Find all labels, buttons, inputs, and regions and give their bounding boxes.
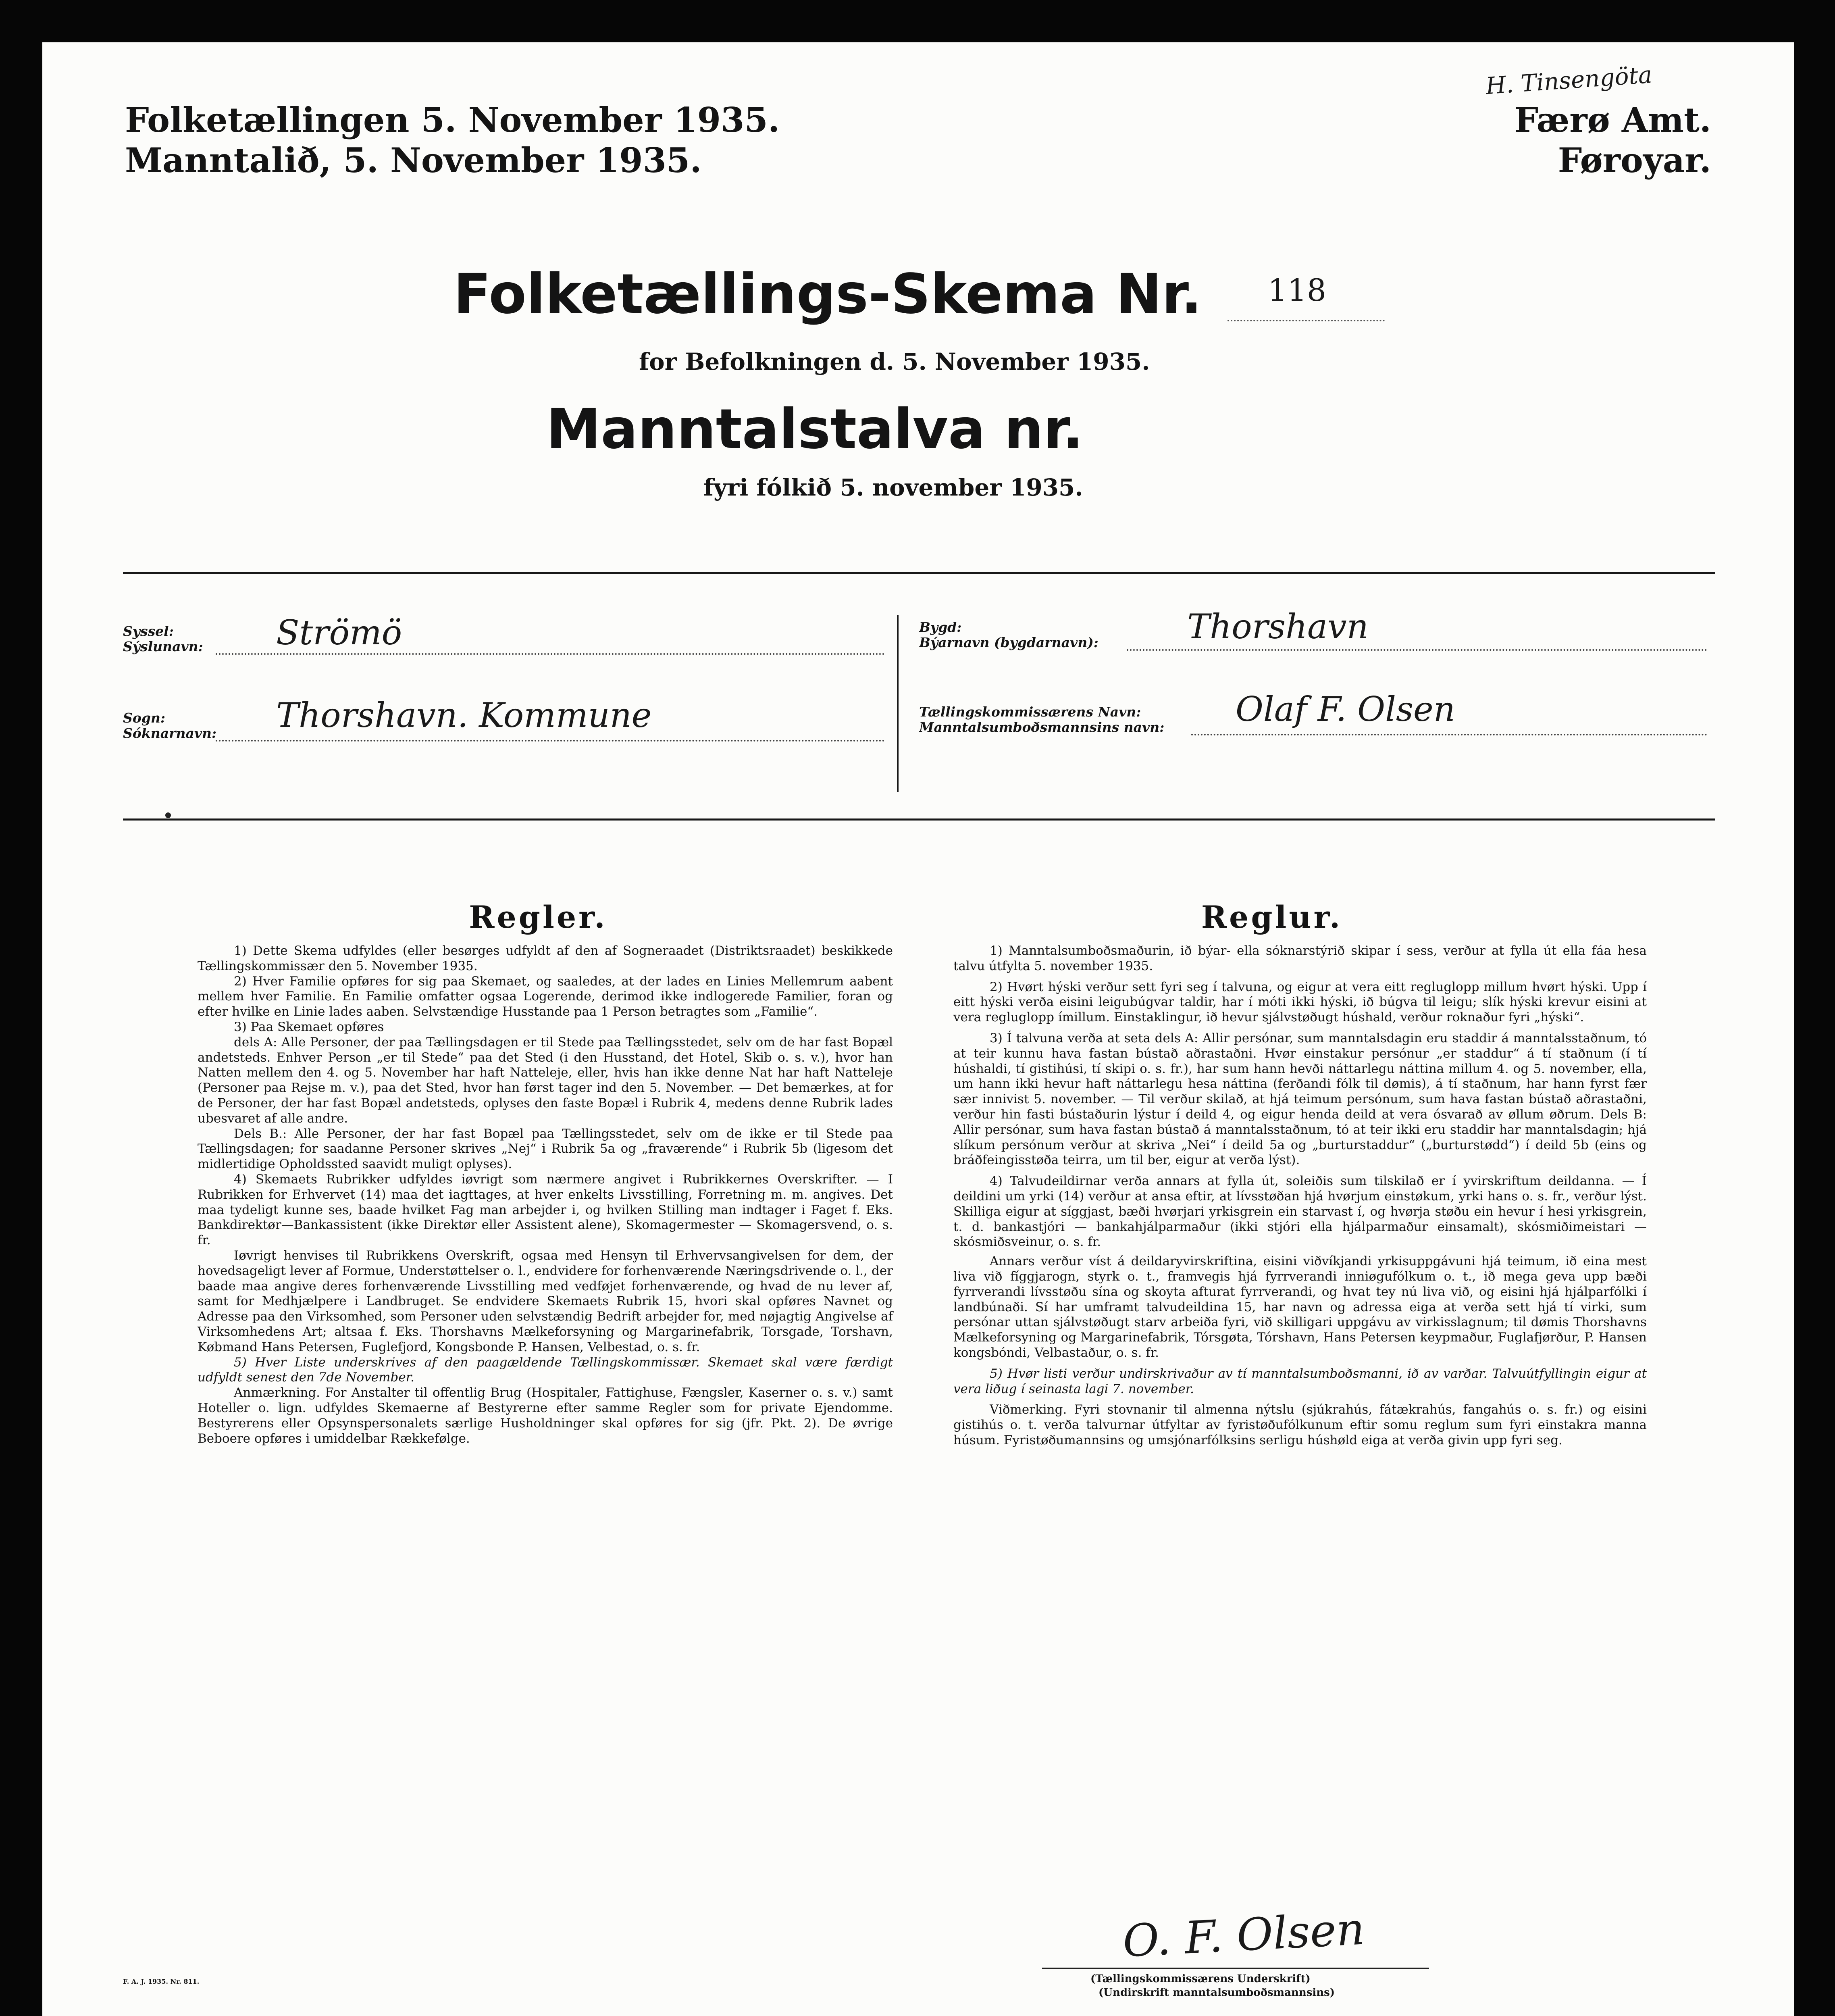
regler-title: Regler. xyxy=(469,899,608,935)
regler-p2: 2) Hver Familie opføres for sig paa Skemaet, og saaledes, at der lades en Linies Mellemrum aabent mellem hver Familie. En Familie omfatter ogsaa Logerende, derimod ikke indlogerede Familier, foran og efter hvilke en Linie lades aaben. Selvstændige Husstande paa 1 Person betragtes som „Familie“. xyxy=(198,974,893,1019)
kommissaer-label: Tællingskommissærens Navn: xyxy=(919,704,1141,720)
bygd-dotline xyxy=(1127,649,1707,651)
regler-p3: 3) Paa Skemaet opføres xyxy=(234,1019,384,1034)
reglur-p6: Viðmerking. Fyri stovnanir til almenna nýtslu (sjúkrahús, fátækrahús, fangahús o. s. fr.) og eisini gistihús o. t. verða talvurnar útfyltar av fyristøðufólkunum eftir somu reglum sum fyri einstakra manna húsum. Fyristøðumannsins og umsjónarfólksins serligu húshøld eiga at verða givin upp fyri seg. xyxy=(953,1402,1647,1447)
syssel-value: Strömö xyxy=(276,613,402,652)
sogn-value: Thorshavn. Kommune xyxy=(276,696,652,735)
regler-column xyxy=(198,943,893,1446)
syssel-dotline xyxy=(216,653,885,655)
bygd-value: Thorshavn xyxy=(1187,607,1369,646)
signature-caption-fo: (Undirskrift manntalsumboðsmannsins) xyxy=(1099,1987,1335,1999)
bottom-rule xyxy=(123,818,1715,821)
reglur-p3: 3) Í talvuna verða at seta dels A: Allir persónar, sum manntalsdagin eru staddir á manntalsstaðnum, tó at teir kunnu hava fastan bústað aðrastaðni. Hvør einstakur persónur „er staddur“ á tí staðnum (í tí húshaldi, tí gistihúsi, tí skipi o. s. fr.), har sum hann hevði náttarlegu náttina millum 4. og 5. november, ella, um hann ikki hevur haft náttarlegu hesa náttina (ferðandi fólk til dømis), á tí staðnum, har hann fyrst fær sær innivist 5. november. — Til verður skilað, at hjá teimum persónum, sum hava fastan bústað aðrastaðni, verður hin fasti bústaðurin lýstur í deild 4, og eigur henda deild at vera ósvarað av øllum øðrum. Dels B: Allir persónar, sum hava fastan bústað á manntalsstaðnum, tó at teir ikki eru staddir har manntalsdagin; hjá slíkum persónum verður at skriva „Nei“ í deild 5a og „burturstaddur“ („burturstødd“) í deild 5b (eins og bráðfeingisstøða teirra, um til ber, eigur at verða lýst). xyxy=(953,1031,1647,1168)
syssel-label: Syssel: xyxy=(123,623,174,639)
header-right-line2: Føroyar. xyxy=(1558,140,1711,180)
umbodsmadur-label: Manntalsumboðsmannsins navn: xyxy=(919,719,1165,735)
dot-mark xyxy=(165,812,171,818)
reglur-p1: 1) Manntalsumboðsmaðurin, ið býar- ella sóknarstýrið skipar í sess, verður at fylla út ella fáa hesa talvu útfylta 5. november 1935. xyxy=(953,943,1647,973)
reglur-p4: 4) Talvudeildirnar verða annars at fylla út, soleiðis sum tilskilað er í yvirskriftum deildanna. — Í deildini um yrki (14) verður at ansa eftir, at lívsstøðan hjá hvørjum einstøkum, yrki hans o. s. fr., verður lýst. Skilliga eigur at síggjast, bæði hvørjari yrkisgrein ein starvast í, og hvørja støðu ein hevur í hesi yrkisgrein, t. d. bankastjóri — bankahjálparmaður (ikki stjóri ella hjálparmaður einsamalt), skósmiðimeistari — skósmiðsveinur, o. s. fr. xyxy=(953,1174,1647,1250)
print-code: F. A. J. 1935. Nr. 811. xyxy=(123,1978,200,1985)
form-subtitle-fo: fyri fólkið 5. november 1935. xyxy=(703,474,1083,501)
form-number-dotline xyxy=(1227,320,1385,321)
top-rule xyxy=(123,572,1715,574)
form-title: Folketællings-Skema Nr. xyxy=(454,262,1202,326)
regler-p3b: Dels B.: Alle Personer, der har fast Bopæl paa Tællingsstedet, selv om de ikke er til Stede paa Tællingsdagen; for saadanne Personer skrives „Nej“ i Rubrik 5a og „fraværende“ i Rubrik 5b (ligesom det midlertidige Opholdssted saavidt muligt oplyses). xyxy=(198,1126,893,1172)
header-left-line2: Manntalið, 5. November 1935. xyxy=(125,140,702,180)
regler-p1: 1) Dette Skema udfyldes (eller besørges udfyldt af den af Sogneraadet (Distriktsraadet) beskikkede Tællingskommissær den 5. November 1935. xyxy=(198,943,893,973)
kommissaer-value: Olaf F. Olsen xyxy=(1236,689,1455,729)
header-right-line1: Færø Amt. xyxy=(1514,100,1711,140)
sogn-label: Sogn: xyxy=(123,710,166,726)
regler-p4b: Iøvrigt henvises til Rubrikkens Overskrift, ogsaa med Hensyn til Erhvervsangivelsen for dem, der hovedsageligt lever af Formue, Understøttelser o. l., endvidere for forhenværende Næringsdrivende o. l., der baade maa angive deres forhenværende Livsstilling med vedføjet forhenværende, og hvad de nu lever af, samt for Medhjælpere i Landbruget. Se endvidere Skemaets Rubrik 15, hvori skal opføres Navnet og Adresse paa den Virksomhed, som Personer uden selvstændig Bedrift arbejder for, med nøjagtig Angivelse af Virksomhedens Art; altsaa f. Eks. Thorshavns Mælkeforsyning og Margarinefabrik, Torsgade, Torshavn, Købmand Hans Petersen, Fuglefjord, Kongsbonde P. Hansen, Velbestad, o. s. fr. xyxy=(198,1248,893,1354)
reglur-p4b: Annars verður víst á deildaryvirskriftina, eisini viðvíkjandi yrkisuppgávuni hjá teimum, ið eina mest liva við fíggjarogn, styrk o. t., framvegis hjá fyrrverandi inniøgufólkum o. t., ið mega geva upp bæði fyrrverandi lívsstøðu sína og skoyta afturat fyrrverandi, og hvat tey nú liva við, og eisini hjá hjálparfólki í landbúnaði. Sí har umframt talvudeildina 15, har navn og adressa eiga at verða sett hjá tí virki, sum persónar uttan sjálvstøðugt starv arbeiða fyri, við skilligari uppgávu av virkisslagnum; til dømis Thorshavns Mælkeforsyning og Margarinefabrik, Tórsgøta, Tórshavn, Hans Petersen keypmaður, Fuglafjørður, P. Hansen kongsbóndi, Velbastaður, o. s. fr. xyxy=(953,1254,1647,1360)
form-subtitle-da: for Befolkningen d. 5. November 1935. xyxy=(639,348,1150,375)
regler-p4: 4) Skemaets Rubrikker udfyldes iøvrigt som nærmere angivet i Rubrikkernes Overskrifter. — I Rubrikken for Erhvervet (14) maa det iagttages, at hver enkelts Livsstilling, Forretning m. m. angives. Det maa tydeligt kunne ses, baade hvilket Fag man arbejder i, og hvilken Stilling man indtager i Faget f. Eks. Bankdirektør—Bankassistent (ikke Direktør eller Assistent alene), Skomagermester — Skomagersvend, o. s. fr. xyxy=(198,1172,893,1248)
form-number: 118 xyxy=(1268,272,1327,308)
syslunavn-label: Sýslunavn: xyxy=(123,639,203,654)
bygd-label: Bygd: xyxy=(919,619,962,635)
divider-rule xyxy=(897,615,899,792)
sogn-dotline xyxy=(216,740,885,741)
byarnavn-label: Býarnavn (bygdarnavn): xyxy=(919,635,1099,650)
form-title-fo: Manntalstalva nr. xyxy=(546,398,1084,461)
census-form-sheet xyxy=(42,42,1794,2016)
header-left-line1: Folketællingen 5. November 1935. xyxy=(125,100,780,140)
regler-p6: Anmærkning. For Anstalter til offentlig Brug (Hospitaler, Fattighuse, Fængsler, Kaserner o. s. v.) samt Hoteller o. lign. udfyldes Skemaerne af Bestyrerne efter samme Regler som for private Ejendomme. Bestyrerens eller Opsynspersonalets særlige Husholdninger skal opføres for sig (jfr. Pkt. 2). De øvrige Beboere opføres i umiddelbar Rækkefølge. xyxy=(198,1385,893,1446)
reglur-p5: 5) Hvør listi verður undirskrivaður av tí manntalsumboðsmanni, ið av varðar. Talvuútfyllingin eigur at vera liðug í seinasta lagi 7. november. xyxy=(953,1366,1647,1396)
handwritten-address: H. Tinsengöta xyxy=(1485,60,1653,100)
regler-p5: 5) Hver Liste underskrives af den paagældende Tællingskommissær. Skemaet skal være færdigt udfyldt senest den 7de November. xyxy=(198,1355,893,1385)
soknarnavn-label: Sóknarnavn: xyxy=(123,725,217,741)
signature-line xyxy=(1042,1968,1429,1969)
reglur-p2: 2) Hvørt hýski verður sett fyri seg í talvuna, og eigur at vera eitt regluglopp millum hvørt hýski. Upp í eitt hýski verða eisini leigubúgvar taldir, har í móti ikki hýski, ið búgva til leigu; slík hýski krevur eisini at vera regluglopp ímillum. Einstaklingur, ið hevur sjálvstøðugt húshald, verður roknaður fyri „hýski“. xyxy=(953,979,1647,1025)
signature-caption-da: (Tællingskommissærens Underskrift) xyxy=(1090,1973,1311,1985)
reglur-column xyxy=(953,943,1647,1448)
reglur-title: Reglur. xyxy=(1201,899,1343,935)
signature: O. F. Olsen xyxy=(1121,1903,1366,1967)
regler-p3a: dels A: Alle Personer, der paa Tællingsdagen er til Stede paa Tællingsstedet, selv om de har fast Bopæl andetsteds. Enhver Person „er til Stede“ paa det Sted (i den Husstand, det Hotel, Skib o. s. v.), hvor han Natten mellem den 4. og 5. November har haft Natteleje, eller, hvis han ikke denne Nat har haft Natteleje (Personer paa Rejse m. v.), paa det Sted, hvor han først tager ind den 5. November. — Det bemærkes, at for de Personer, der har fast Bopæl andetsteds, oplyses den faste Bopæl i Rubrik 4, medens denne Rubrik lades ubesvaret af alle andre. xyxy=(198,1035,893,1126)
kommissaer-dotline xyxy=(1191,734,1707,735)
